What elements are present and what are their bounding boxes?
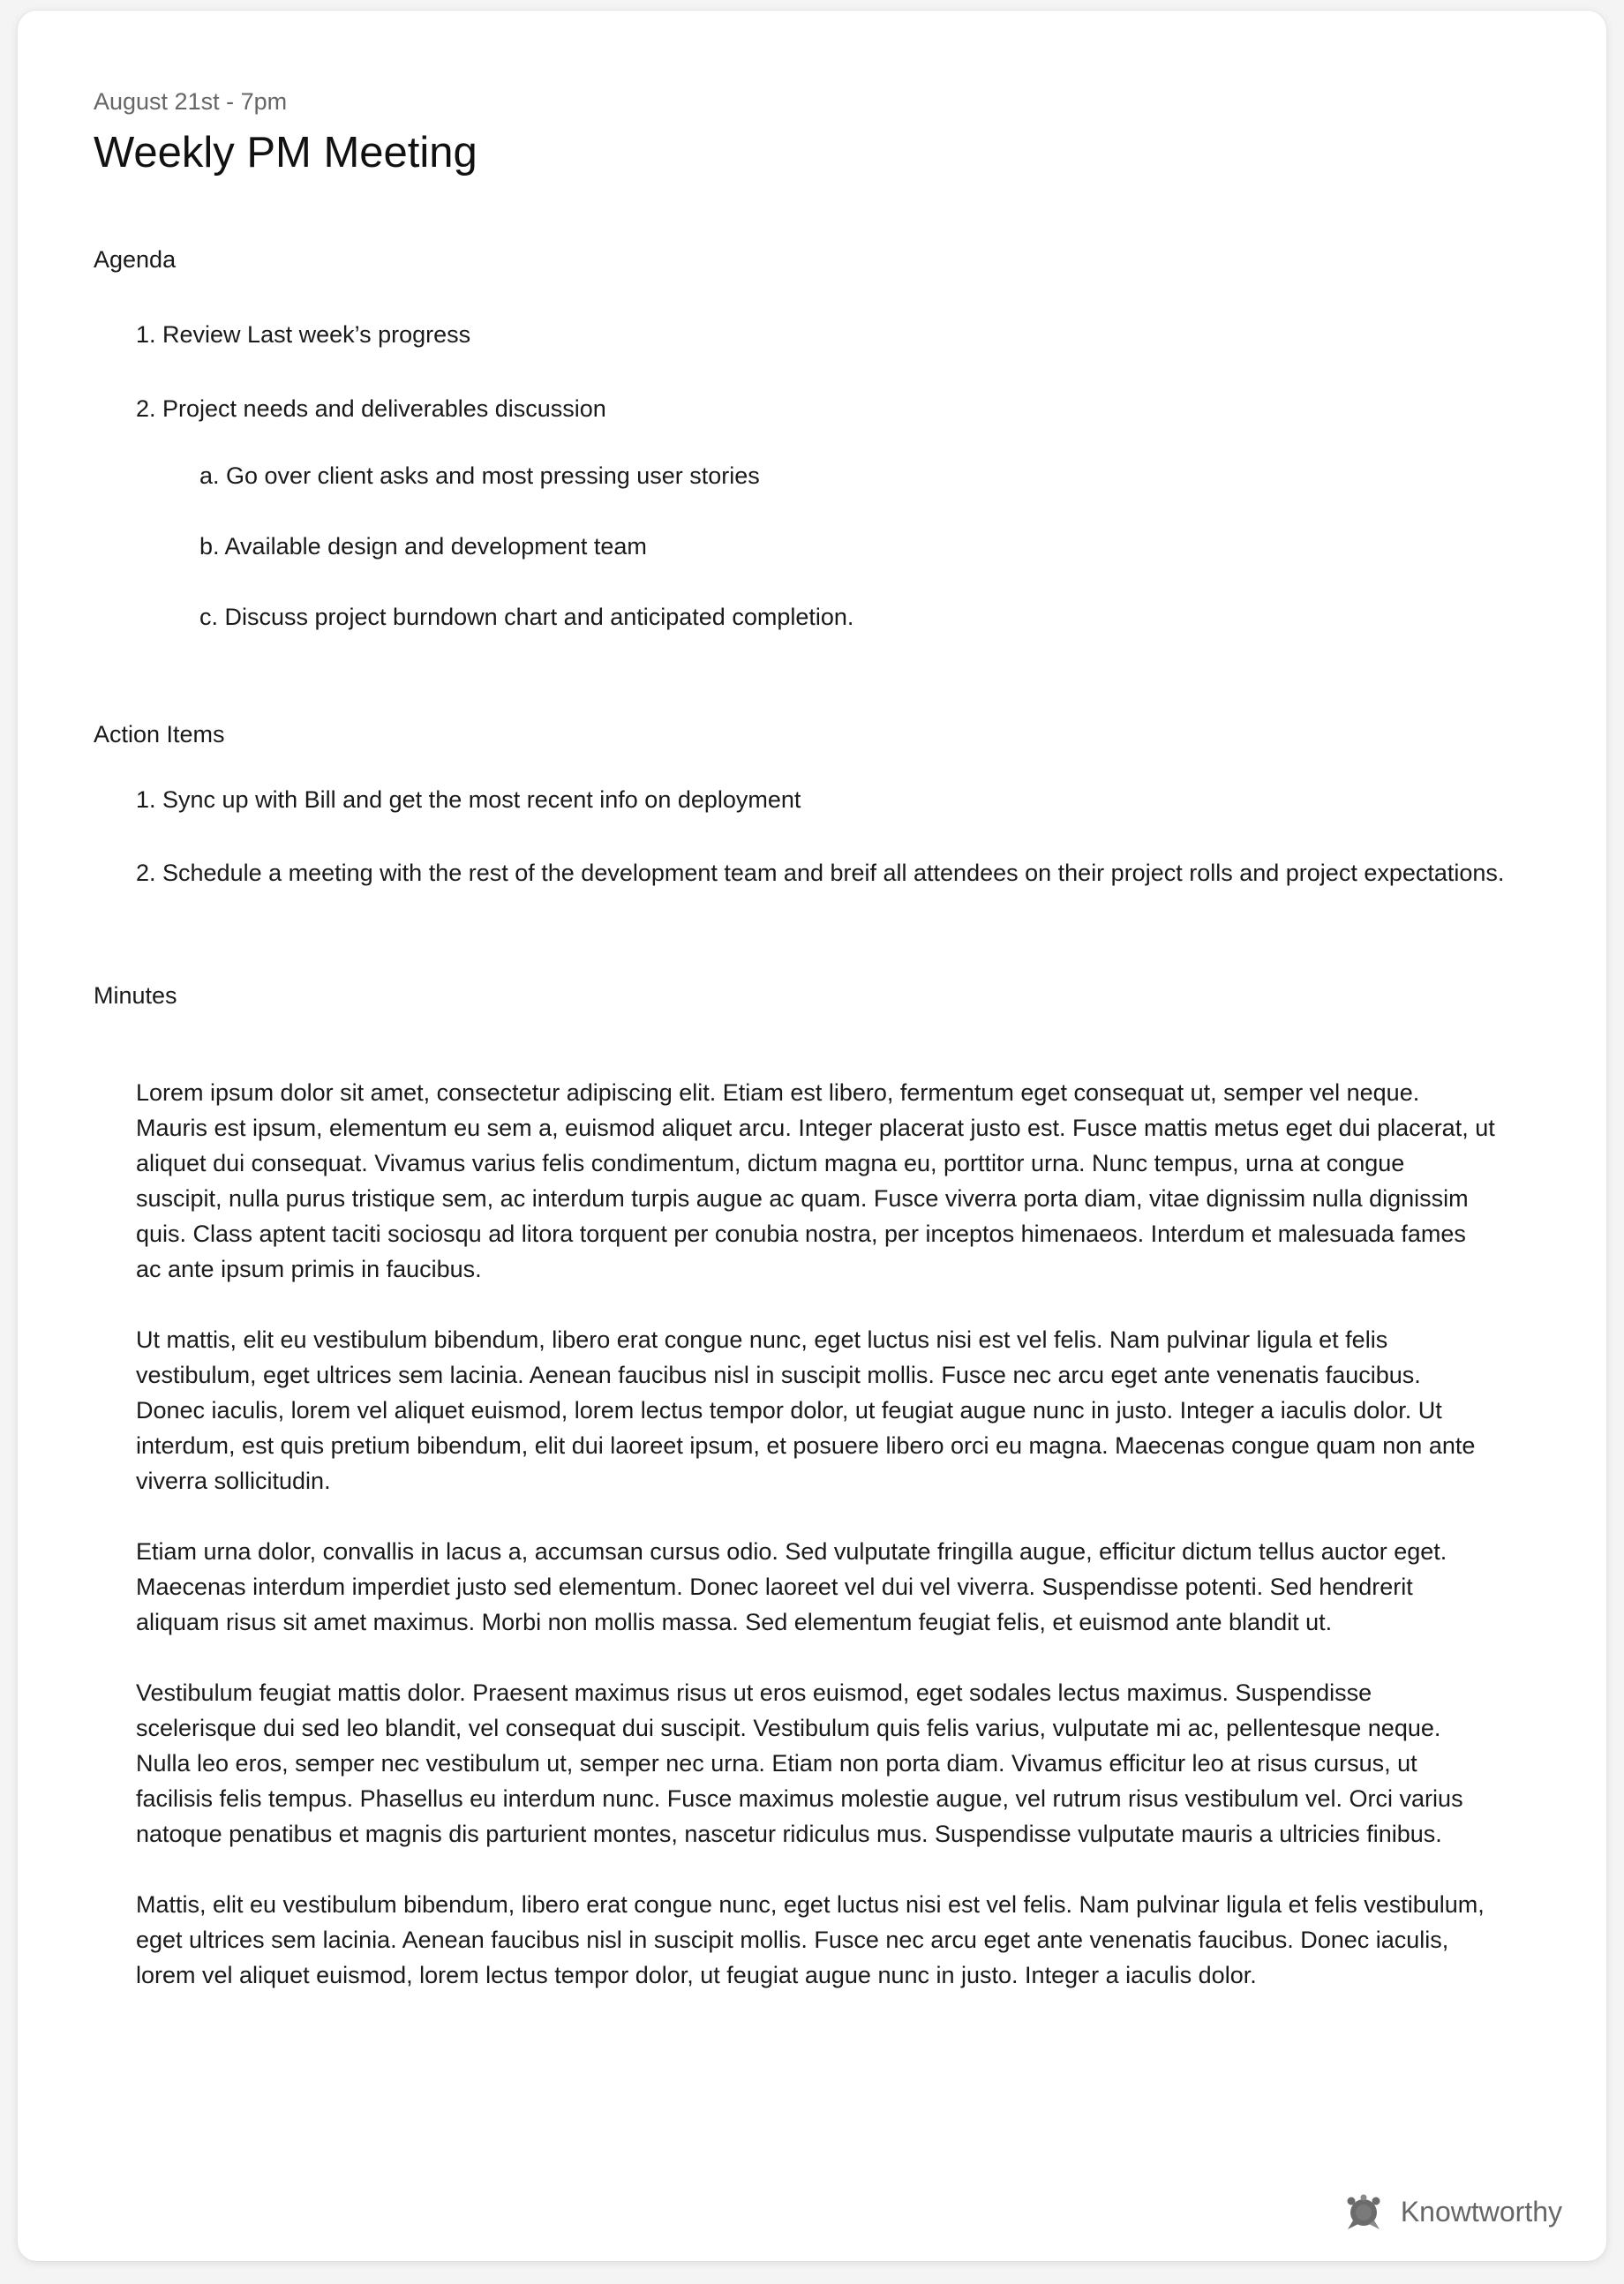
minutes-paragraph-3: Etiam urna dolor, convallis in lacus a, accumsan cursus odio. Sed vulputate fringilla augue, efficitur dictum tellus auctor eget. Maecenas interdum imperdiet justo sed elementum. Donec laoreet vel dui vel viverra. Suspendisse potenti. Sed hendrerit aliquam risus sit amet maximus. Morbi non mollis massa. Sed elementum feugiat felis, et euismod ante blandit ut. (136, 1538, 1447, 1635)
agenda-sub-item-a: a. Go over client asks and most pressing user stories (199, 462, 760, 489)
speech-bubbles-logo-icon (1342, 2190, 1385, 2233)
minutes-paragraph-1: Lorem ipsum dolor sit amet, consectetur adipiscing elit. Etiam est libero, fermentum eget consequat ut, semper vel neque. Mauris est ipsum, elementum eu sem a, euismod aliquet arcu. Integer placerat justo est. Fusce mattis metus eget dui placerat, ut aliquet dui consequat. Vivamus varius felis condimentum, dictum magna eu, porttitor urna. Nunc tempus, urna at congue suscipit, nulla purus tristique sem, ac interdum turpis augue ac quam. Fusce viverra porta diam, vitae dignissim nulla dignissim quis. Class aptent taciti sociosqu ad litora torquent per conubia nostra, per inceptos himenaeos. Interdum et malesuada fames ac ante ipsum primis in faucibus. (136, 1079, 1495, 1282)
agenda-sub-item-b: b. Available design and development team (199, 533, 647, 560)
minutes-body (136, 1075, 1495, 1993)
action-item-1: 1. Sync up with Bill and get the most recent info on deployment (136, 786, 801, 813)
minutes-paragraph-5: Mattis, elit eu vestibulum bibendum, libero erat congue nunc, eget luctus nisi est vel felis. Nam pulvinar ligula et felis vestibulum, eget ultrices sem lacinia. Aenean faucibus nisl in suscipit mollis. Fusce nec arcu eget ante venenatis faucibus. Donec iaculis, lorem vel aliquet euismod, lorem lectus tempor dolor, ut feugiat augue nunc in justo. Integer a iaculis dolor. (136, 1891, 1485, 1988)
brand-footer (1342, 2190, 1562, 2233)
agenda-item-2 (136, 394, 1506, 632)
brand-name: Knowtworthy (1400, 2196, 1562, 2228)
agenda-list (94, 320, 1506, 632)
notes-content (94, 85, 1506, 2028)
action-item-2: 2. Schedule a meeting with the rest of the development team and breif all attendees on their project rolls and project expectations. (136, 860, 1505, 886)
agenda-item-2-label: 2. Project needs and deliverables discussion (136, 395, 606, 422)
minutes-heading: Minutes (94, 982, 177, 1009)
meeting-date: August 21st - 7pm (94, 88, 288, 115)
action-items-list (94, 785, 1506, 888)
minutes-paragraph-2: Ut mattis, elit eu vestibulum bibendum, libero erat congue nunc, eget luctus nisi est vel felis. Nam pulvinar ligula et felis vestibulum, eget ultrices sem lacinia. Aenean faucibus nisl in suscipit mollis. Fusce nec arcu eget ante venenatis faucibus. Donec iaculis, lorem vel aliquet euismod, lorem lectus tempor dolor, ut feugiat augue nunc in justo. Integer a iaculis dolor. Ut interdum, est quis pretium bibendum, elit dui laoreet ipsum, et posuere libero orci eu magna. Maecenas congue quam non ante viverra sollicitudin. (136, 1326, 1476, 1494)
agenda-sub-item-c: c. Discuss project burndown chart and anticipated completion. (199, 604, 854, 630)
meeting-notes-card (18, 11, 1606, 2261)
agenda-sub-list (136, 462, 1506, 632)
minutes-paragraph-4: Vestibulum feugiat mattis dolor. Praesent maximus risus ut eros euismod, eget sodales lectus maximus. Suspendisse scelerisque dui sed leo blandit, vel consequat dui suscipit. Vestibulum quis felis varius, vulputate mi ac, pellentesque neque. Nulla leo eros, semper nec vestibulum ut, semper nec urna. Etiam non porta diam. Vivamus efficitur leo at risus cursus, ut facilisis felis tempus. Phasellus eu interdum nunc. Fusce maximus molestie augue, vel rutrum risus vestibulum vel. Orci varius natoque penatibus et magnis dis parturient montes, nascetur ridiculus mus. Suspendisse vulputate mauris a ultricies finibus. (136, 1679, 1463, 1847)
agenda-heading: Agenda (94, 246, 177, 273)
page-title: Weekly PM Meeting (94, 129, 477, 177)
action-items-heading: Action Items (94, 721, 225, 748)
agenda-item-1: 1. Review Last week’s progress (136, 321, 471, 348)
